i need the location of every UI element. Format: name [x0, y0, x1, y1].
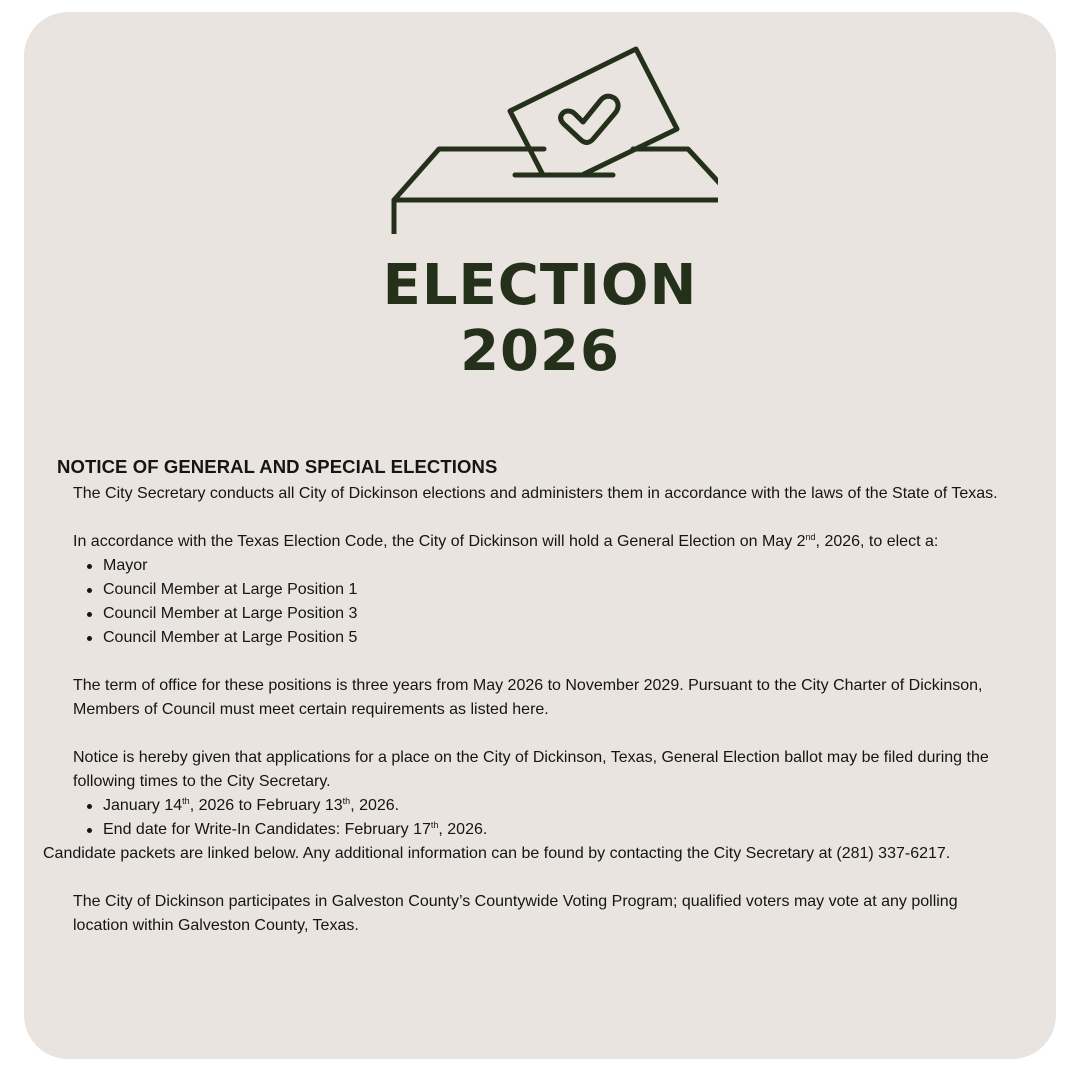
countywide-paragraph: The City of Dickinson participates in Galveston County’s Countywide Voting Program; qualified voters may vote at any polling location within Galveston County, Texas. [73, 893, 958, 934]
positions-list [73, 554, 1007, 650]
list-item: Council Member at Large Position 3 [103, 602, 1007, 626]
general-election-paragraph: In accordance with the Texas Election Code, the City of Dickinson will hold a General Election on May 2nd, 2026, to elect a: [73, 532, 939, 550]
notice-body [43, 482, 1007, 938]
list-item: End date for Write-In Candidates: February 17th, 2026. [103, 818, 1007, 842]
list-item: Council Member at Large Position 1 [103, 578, 1007, 602]
list-item: Council Member at Large Position 5 [103, 626, 1007, 650]
filing-dates-list [73, 794, 1007, 842]
notice-section [43, 452, 1007, 938]
term-paragraph: The term of office for these positions is three years from May 2026 to November 2029. Pursuant to the City Charter of Dickinson, Members of Council must meet certain requirements as listed here. [73, 677, 983, 718]
page-title-line-1: ELECTION [382, 253, 698, 318]
election-card [24, 12, 1056, 1059]
page-title-line-2: 2026 [460, 319, 620, 384]
list-item: January 14th, 2026 to February 13th, 2026. [103, 794, 1007, 818]
list-item: Mayor [103, 554, 1007, 578]
notice-heading: NOTICE OF GENERAL AND SPECIAL ELECTIONS [57, 456, 498, 477]
ballot-box-icon [368, 34, 718, 234]
intro-paragraph: The City Secretary conducts all City of Dickinson elections and administers them in accordance with the laws of the State of Texas. [73, 485, 998, 502]
applications-paragraph: Notice is hereby given that applications for a place on the City of Dickinson, Texas, General Election ballot may be filed during the following times to the City Secretary. [73, 749, 989, 790]
packets-paragraph: Candidate packets are linked below. Any additional information can be found by contacting the City Secretary at (281) 337-6217. [43, 845, 951, 862]
